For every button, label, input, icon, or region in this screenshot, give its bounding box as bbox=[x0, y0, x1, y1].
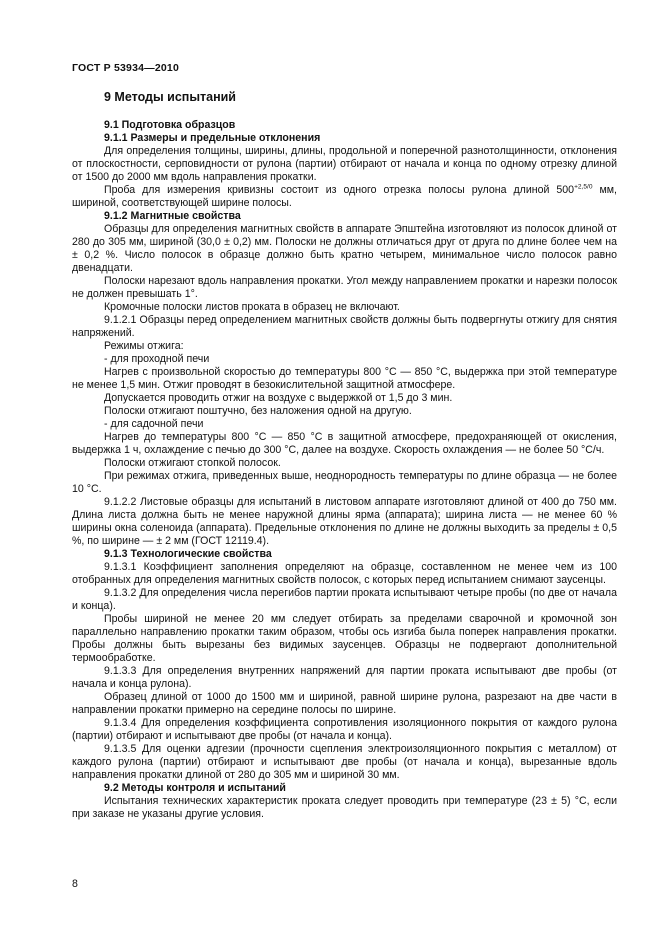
paragraph: Образцы для определения магнитных свойств в аппарате Эпштейна изготовляют из полосок длиной от 280 до 305 мм, шириной (30,0 ± 0,2) мм. Полоски не должны отличаться друг от друга по длине более чем на ± 0,2 %. Число полосок в образце должно быть кратно четырем, минимальное число полосок равно двенадцати. bbox=[72, 223, 617, 274]
paragraph: Для определения толщины, ширины, длины, продольной и поперечной разнотолщинности, отклонения от плоскостности, серповидности от рулона (партии) отбирают от начала и конца по одному отрезку длиной от 1500 до 2000 мм вдоль направления прокатки. bbox=[72, 145, 617, 183]
paragraph-text: Проба для измерения кривизны состоит из одного отрезка полосы рулона длиной 500 bbox=[104, 184, 575, 196]
paragraph: Режимы отжига: bbox=[104, 340, 184, 352]
heading-9-1: 9.1 Подготовка образцов bbox=[104, 119, 236, 131]
paragraph: Нагрев с произвольной скоростью до температуры 800 °С — 850 °С, выдержка при этой температуре не менее 1,5 мин. Отжиг проводят в безокислительной защитной атмосфере. bbox=[72, 366, 617, 391]
paragraph-text: мм, шириной, соответствующей ширине полосы. bbox=[72, 184, 617, 209]
list-item-dash: - для проходной печи bbox=[104, 353, 210, 365]
document-header: ГОСТ Р 53934—2010 bbox=[72, 62, 180, 74]
list-item-dash: - для садочной печи bbox=[104, 418, 204, 430]
heading-9-2: 9.2 Методы контроля и испытаний bbox=[104, 782, 286, 794]
paragraph: Допускается проводить отжиг на воздухе с выдержкой от 1,5 до 3 мин. bbox=[104, 392, 453, 404]
paragraph: Образец длиной от 1000 до 1500 мм и шириной, равной ширине рулона, разрезают на две части в направлении прокатки примерно на середине полосы по ширине. bbox=[72, 691, 617, 716]
heading-9-1-1: 9.1.1 Размеры и предельные отклонения bbox=[104, 132, 321, 144]
paragraph: Полоски отжигают поштучно, без наложения одной на другую. bbox=[104, 405, 412, 417]
paragraph: При режимах отжига, приведенных выше, неоднородность температуры по длине образца — не более 10 °С. bbox=[72, 470, 617, 495]
heading-9-1-2: 9.1.2 Магнитные свойства bbox=[104, 210, 241, 222]
paragraph-9-1-2-2: 9.1.2.2 Листовые образцы для испытаний в листовом аппарате изготовляют длиной от 400 до 750 мм. Длина листа должна быть не менее наружной длины ярма (аппарата); ширина листа — не менее 60 % ширины окна соленоида (аппарата). Предельные отклонения по длине не должны выходить за пределы ± 0,5 %, по ширине — ± 2 мм (ГОСТ 12119.4). bbox=[72, 496, 617, 547]
paragraph-curvature bbox=[72, 184, 617, 210]
paragraph-9-1-3-3: 9.1.3.3 Для определения внутренних напряжений для партии проката испытывают две пробы (от начала и конца рулона). bbox=[72, 665, 617, 690]
paragraph-9-1-3-4: 9.1.3.4 Для определения коэффициента сопротивления изоляционного покрытия от каждого рулона (партии) отбирают и испытывают две пробы (от начала и конца). bbox=[72, 717, 617, 742]
paragraph-9-1-3-1: 9.1.3.1 Коэффициент заполнения определяют на образце, составленном не менее чем из 100 отобранных для определения магнитных свойств полосок, с которых перед испытанием снимают заусенцы. bbox=[72, 561, 617, 586]
paragraph-9-1-3-5: 9.1.3.5 Для оценки адгезии (прочности сцепления электроизоляционного покрытия с металлом) от каждого рулона (партии) отбирают и испытывают две пробы (от начала и конца), вырезанные вдоль направления прокатки длиной от 280 до 305 мм и шириной 30 мм. bbox=[72, 743, 617, 781]
paragraph: Пробы шириной не менее 20 мм следует отбирать за пределами сварочной и кромочной зон параллельно направлению прокатки таким образом, чтобы ось изгиба была поперек направления прокатки. Пробы должны быть вырезаны без видимых заусенцев. Образцы не подвергают дополнительной термообработке. bbox=[72, 613, 617, 664]
paragraph-9-1-3-2: 9.1.3.2 Для определения числа перегибов партии проката испытывают четыре пробы (по две от начала и конца). bbox=[72, 587, 617, 612]
paragraph-9-1-2-1: 9.1.2.1 Образцы перед определением магнитных свойств должны быть подвергнуты отжигу для снятия напряжений. bbox=[72, 314, 617, 339]
page-number: 8 bbox=[72, 878, 78, 890]
paragraph: Испытания технических характеристик проката следует проводить при температуре (23 ± 5) °С, если при заказе не указаны другие условия. bbox=[72, 795, 617, 820]
document-body bbox=[72, 119, 617, 821]
tolerance-superscript: +2,5/0 bbox=[574, 183, 593, 191]
paragraph: Нагрев до температуры 800 °С — 850 °С в защитной атмосфере, предохраняющей от окисления, выдержка 1 ч, охлаждение с печью до 300 °С, далее на воздухе. Скорость охлаждения — не более 50 °С/ч. bbox=[72, 431, 617, 456]
heading-9-1-3: 9.1.3 Технологические свойства bbox=[104, 548, 272, 560]
paragraph: Кромочные полоски листов проката в образец не включают. bbox=[104, 301, 400, 313]
section-heading-9: 9 Методы испытаний bbox=[104, 90, 236, 104]
paragraph: Полоски нарезают вдоль направления прокатки. Угол между направлением прокатки и нарезки полосок не должен превышать 1°. bbox=[72, 275, 617, 300]
paragraph: Полоски отжигают стопкой полосок. bbox=[104, 457, 281, 469]
